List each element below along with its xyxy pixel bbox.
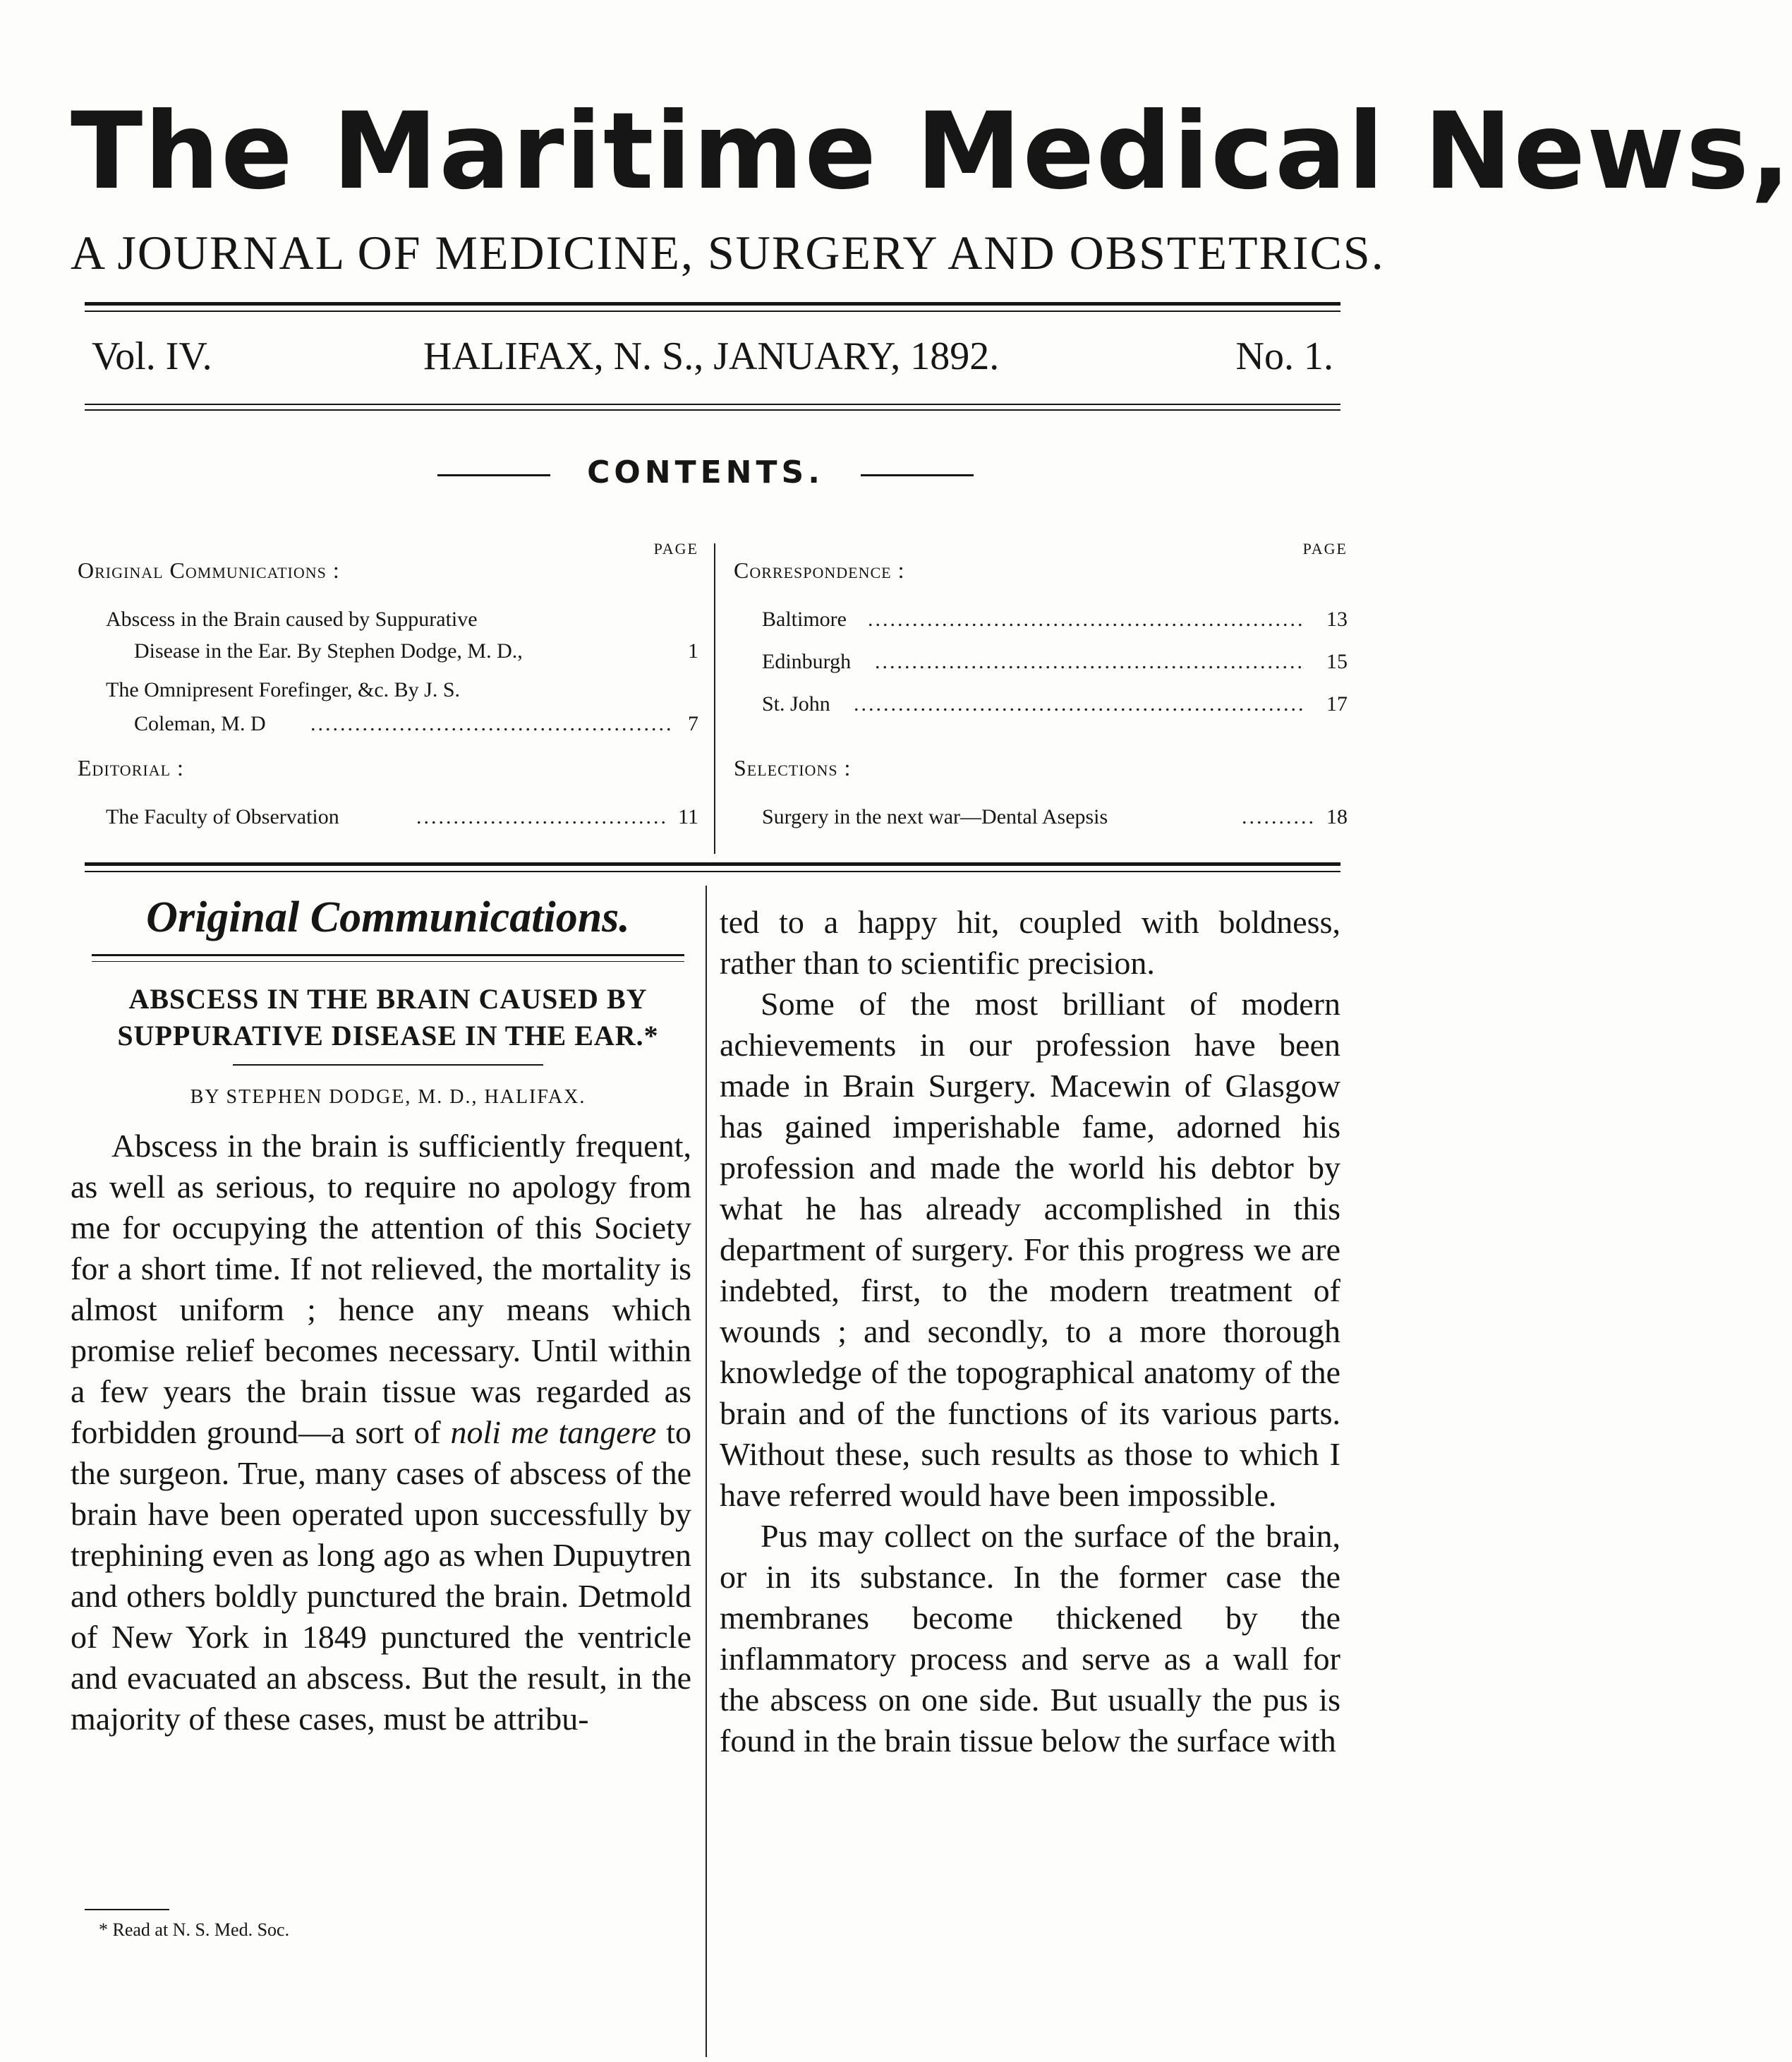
contents-entry [106,607,698,632]
entry-page: 17 [1326,692,1348,716]
article-right-column [720,902,1340,1761]
section-title-rule-thin [92,961,684,962]
contents-entry [762,649,1348,675]
contents-entry [762,607,1348,632]
dot-leader: ........................................................... [868,608,1305,631]
article-paragraph [71,1126,691,1740]
entry-page: 15 [1326,650,1348,673]
article-left-column [71,1126,691,1740]
article-byline: BY STEPHEN DODGE, M. D., HALIFAX. [190,1086,586,1108]
masthead-subtitle: A JOURNAL OF MEDICINE, SURGERY AND OBSTETRICS. [71,226,1385,279]
paragraph-text: to the surgeon. True, many cases of abscess of the brain have been operated upon successfully by trephining even as long ago as when Dupuytren and others boldly punctured the brain. Detmold of New York in 1849 punctured the ventricle and evacuated an abscess. But the result, in the majority of these cases, must be attribu- [71,1414,691,1737]
contents-heading: CONTENTS. [587,454,824,490]
section-selections: Selections : [734,755,852,780]
contents-rule-bottom [85,862,1340,866]
entry-text: The Omnipresent Forefinger, &c. By J. S. [106,678,461,701]
page-column-label: PAGE [653,540,698,557]
contents-banner [423,452,988,494]
article-paragraph: ted to a happy hit, coupled with boldness, rather than to scientific precision. [720,904,1340,981]
dot-leader: ................................................. [310,712,674,735]
section-editorial: Editorial : [78,755,184,780]
issue-rule-1 [85,404,1340,405]
footnote-rule [85,1909,169,1910]
byline-rule [233,1064,543,1066]
issue-number: No. 1. [1235,334,1333,378]
latin-phrase: noli me tangere [450,1414,657,1450]
entry-text: St. John [762,692,830,716]
entry-text: Disease in the Ear. By Stephen Dodge, M. D., [134,639,523,663]
dot-leader: .......... [1242,805,1316,828]
dot-leader: .......................................................... [875,650,1304,673]
entry-page: 1 [688,639,698,663]
masthead-rule-top-thin [85,310,1340,312]
entry-page: 18 [1326,805,1348,828]
page-column-label: PAGE [1302,540,1348,557]
entry-page: 11 [678,805,698,828]
section-title: Original Communications. [146,893,630,941]
masthead-rule-top [85,302,1340,306]
contents-entry-continued [134,711,698,737]
section-title-rule [92,954,684,956]
contents-entry [762,692,1348,717]
ornament-line-left [437,474,550,476]
contents-column-divider [714,543,715,854]
contents-entry [762,804,1348,830]
dot-leader: .................................. [416,805,668,828]
contents-entry [106,677,698,703]
entry-page: 7 [688,712,698,735]
entry-text: Baltimore [762,608,847,631]
contents-right-column [734,536,1348,847]
volume-label: Vol. IV. [92,334,212,378]
article-column-divider [706,886,707,2057]
article-paragraph: Some of the most brilliant of modern achievements in our profession have been made in Brain Surgery. Macewin of Glasgow has gained imperishable fame, adorned his profession and made the world his debtor by what he has already accomplished in this department of surgery. For this progress we are indebted, first, to the modern treatment of wounds ; and secondly, to a more thorough knowledge of the topographical anatomy of the brain and of the functions of its various parts. Without these, such results as those to which I have referred would have been impossible. [720,986,1340,1513]
entry-text: Edinburgh [762,650,852,673]
contents-entry-continued [134,639,698,664]
place-date: HALIFAX, N. S., JANUARY, 1892. [423,334,1000,378]
entry-text: Coleman, M. D [134,712,266,735]
entry-text: Surgery in the next war—Dental Asepsis [762,805,1108,828]
entry-text: Abscess in the Brain caused by Suppurative [106,608,478,631]
section-original-communications: Original Communications : [78,557,340,583]
ornament-line-right [861,474,974,476]
section-correspondence: Correspondence : [734,557,905,583]
contents-rule-bottom-thin [85,871,1340,872]
dot-leader: ............................................................. [854,692,1306,716]
contents-entry [106,804,698,830]
masthead-title: The Maritime Medical News, [71,90,1792,213]
issue-rule-2 [85,409,1340,411]
paragraph-text: Abscess in the brain is sufficiently frequent, as well as serious, to require no apology from me for occupying the attention of this Society for a short time. If not relieved, the mortality is almost uniform ; hence any means which promise relief becomes necessary. Until within a few years the brain tissue was regarded as forbidden ground—a sort of [71,1128,691,1450]
footnote: * Read at N. S. Med. Soc. [99,1919,290,1940]
article-paragraph: Pus may collect on the surface of the brain, or in its substance. In the former case the membranes become thickened by the inflammatory process and serve as a wall for the abscess on one side. But usually the pus is found in the brain tissue below the surface with [720,1518,1340,1759]
contents-left-column [78,536,698,847]
issue-line [92,332,1333,381]
entry-page: 13 [1326,608,1348,631]
entry-text: The Faculty of Observation [106,805,339,828]
article-title: ABSCESS IN THE BRAIN CAUSED BY SUPPURATIVE DISEASE IN THE EAR.* [117,983,659,1051]
